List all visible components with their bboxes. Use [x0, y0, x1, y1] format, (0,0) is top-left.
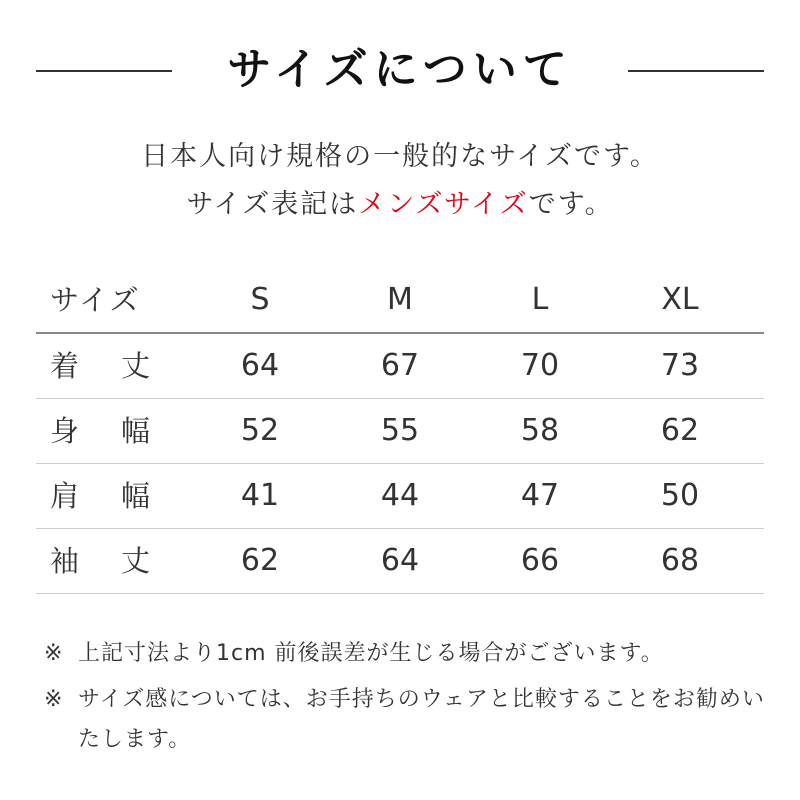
- note-item: [44, 680, 774, 760]
- table-cell: 68: [660, 543, 700, 578]
- reference-mark: ※: [44, 641, 64, 666]
- page-title: サイズについて: [227, 44, 573, 95]
- note-text: サイズ感については、お手持ちのウェアと比較することをお勧めいたします。: [78, 687, 765, 752]
- table-row: [36, 334, 764, 399]
- header-xl: XL: [661, 282, 699, 317]
- title-section: [0, 38, 800, 102]
- table-cell: 55: [380, 413, 420, 448]
- table-header-row: [36, 268, 764, 334]
- row-label: 袖丈: [50, 544, 193, 578]
- table-cell: 73: [660, 348, 700, 383]
- intro-line-1: 日本人向け規格の一般的なサイズです。: [141, 141, 659, 172]
- reference-mark: ※: [44, 687, 64, 712]
- table-cell: 64: [380, 543, 420, 578]
- table-row: [36, 464, 764, 529]
- header-size: サイズ: [50, 283, 141, 317]
- title-divider-right: [628, 70, 764, 72]
- table-cell: 58: [520, 413, 560, 448]
- table-cell: 64: [240, 348, 280, 383]
- table-row: [36, 529, 764, 594]
- intro-line-2-suffix: です。: [528, 189, 614, 220]
- table-cell: 47: [520, 478, 560, 513]
- row-label: 身幅: [50, 414, 193, 448]
- table-cell: 52: [240, 413, 280, 448]
- table-cell: 50: [660, 478, 700, 513]
- note-item: [44, 634, 774, 674]
- table-row: [36, 399, 764, 464]
- table-cell: 41: [240, 478, 280, 513]
- table-cell: 67: [380, 348, 420, 383]
- mens-size-highlight: メンズサイズ: [358, 189, 529, 220]
- table-cell: 70: [520, 348, 560, 383]
- header-m: M: [387, 282, 413, 317]
- title-divider-left: [36, 70, 172, 72]
- table-cell: 66: [520, 543, 560, 578]
- note-text: 上記寸法より1cm 前後誤差が生じる場合がございます。: [78, 641, 664, 666]
- intro-line-2-prefix: サイズ表記は: [186, 189, 359, 220]
- table-cell: 62: [240, 543, 280, 578]
- header-l: L: [531, 282, 549, 317]
- table-cell: 44: [380, 478, 420, 513]
- intro-line-2: [0, 182, 800, 221]
- row-label: 肩幅: [50, 479, 193, 513]
- notes-section: [44, 634, 774, 760]
- table-cell: 62: [660, 413, 700, 448]
- size-table: [36, 268, 764, 594]
- row-label: 着丈: [50, 349, 193, 383]
- header-s: S: [250, 282, 270, 317]
